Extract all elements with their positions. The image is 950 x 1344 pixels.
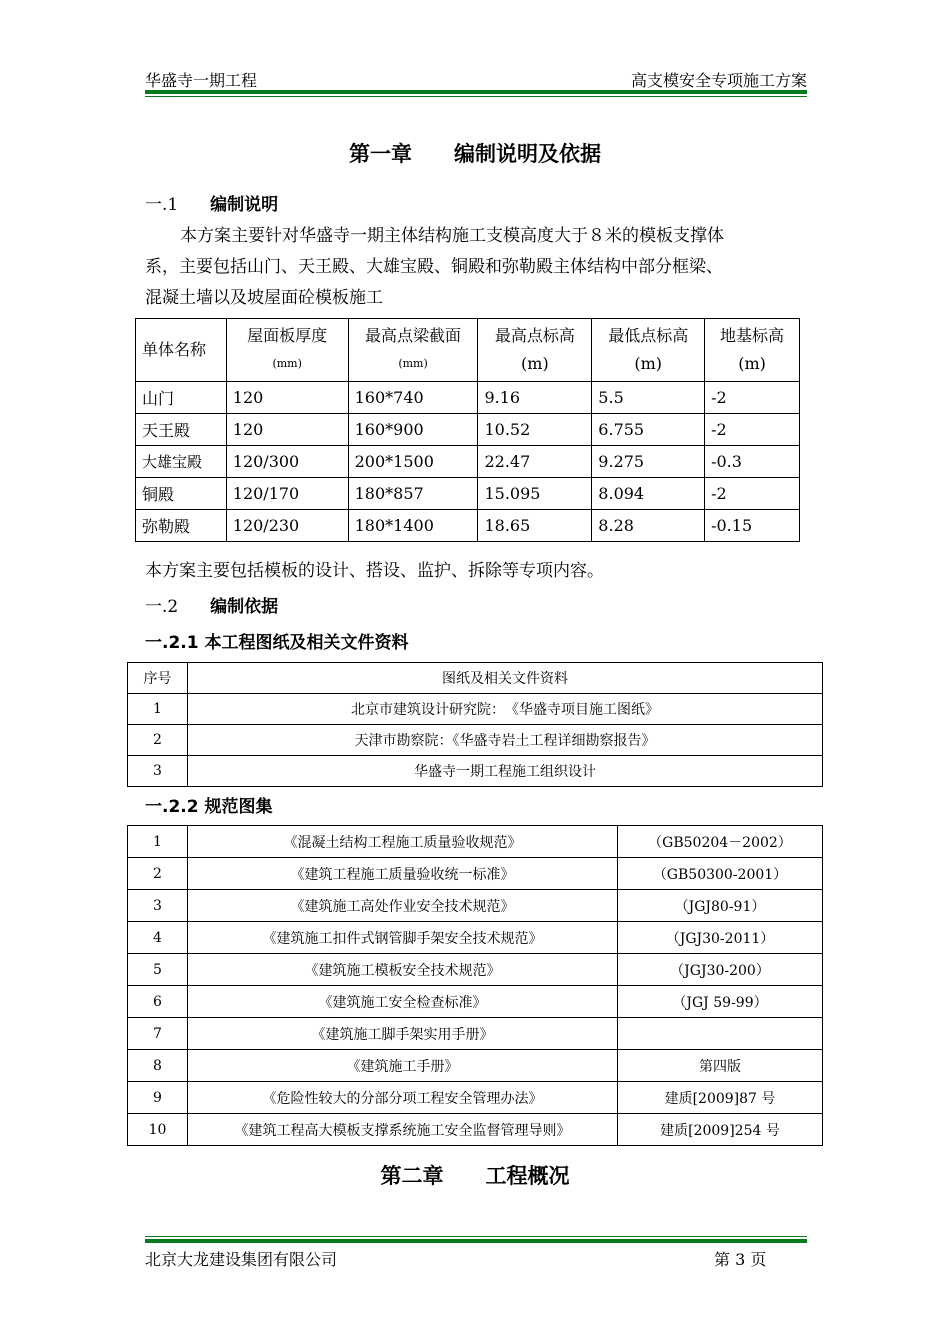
table-cell: 《建筑施工高处作业安全技术规范》	[188, 890, 618, 922]
table-cell: 《危险性较大的分部分项工程安全管理办法》	[188, 1082, 618, 1114]
table-row	[136, 510, 800, 542]
chapter-1-title: 第一章 编制说明及依据	[349, 142, 601, 166]
table-cell: 山门	[136, 382, 227, 414]
table-cell: 《建筑施工手册》	[188, 1050, 618, 1082]
table-cell: 《混凝土结构工程施工质量验收规范》	[188, 826, 618, 858]
table-row	[128, 1018, 823, 1050]
table-cell: 2	[128, 725, 188, 756]
table-cell: 3	[128, 756, 188, 787]
header-cell: 最低点标高 (m)	[592, 319, 705, 382]
table-cell: 华盛寺一期工程施工组织设计	[188, 756, 823, 787]
table-cell: 10.52	[478, 414, 592, 446]
table-cell: 天津市勘察院：《华盛寺岩土工程详细勘察报告》	[188, 725, 823, 756]
table-cell: 180*857	[348, 478, 478, 510]
table-cell: （JGJ 59-99）	[618, 986, 823, 1018]
table-cell: 9	[128, 1082, 188, 1114]
section-1-2-1-title: 一.2.1 本工程图纸及相关文件资料	[145, 633, 409, 653]
header-cell: 地基标高 (m)	[705, 319, 800, 382]
header-rule	[145, 90, 807, 94]
table-header-row	[136, 319, 800, 382]
table-cell: -2	[705, 478, 800, 510]
table-cell: 北京市建筑设计研究院： 《华盛寺项目施工图纸》	[188, 694, 823, 725]
table-cell: 弥勒殿	[136, 510, 227, 542]
table-cell: 天王殿	[136, 414, 227, 446]
footer-rule	[145, 1239, 807, 1243]
header-cell: 最高点标高 (m)	[478, 319, 592, 382]
table-row	[128, 826, 823, 858]
table-cell: 120/300	[226, 446, 348, 478]
table-cell: （JGJ80-91）	[618, 890, 823, 922]
table-cell: -2	[705, 382, 800, 414]
chapter-2-title: 第二章 工程概况	[380, 1164, 570, 1188]
table-cell: 1	[128, 694, 188, 725]
table-cell: 《建筑施工安全检查标准》	[188, 986, 618, 1018]
table-cell: 18.65	[478, 510, 592, 542]
table-cell: 15.095	[478, 478, 592, 510]
table-cell: -2	[705, 414, 800, 446]
table-cell: 22.47	[478, 446, 592, 478]
section-1-1-title: 编制说明	[210, 195, 279, 215]
table-row	[128, 954, 823, 986]
table-cell: 6.755	[592, 414, 705, 446]
section-1-1	[145, 190, 278, 215]
table-cell	[618, 1018, 823, 1050]
table-cell: 《建筑施工扣件式钢管脚手架安全技术规范》	[188, 922, 618, 954]
section-1-2-2-title: 一.2.2 规范图集	[145, 797, 273, 817]
table-cell: 4	[128, 922, 188, 954]
drawings-table	[127, 662, 823, 787]
intro-line-3: 混凝土墙以及坡屋面砼模板施工	[145, 288, 383, 308]
table-cell: （JGJ30-2011）	[618, 922, 823, 954]
table-cell: 180*1400	[348, 510, 478, 542]
table-cell: 铜殿	[136, 478, 227, 510]
table-cell: -0.15	[705, 510, 800, 542]
table-row	[128, 858, 823, 890]
table-row	[128, 1082, 823, 1114]
table-row	[136, 478, 800, 510]
table-cell: 《建筑工程高大模板支撑系统施工安全监督管理导则》	[188, 1114, 618, 1146]
header-cell: 屋面板厚度 (mm)	[226, 319, 348, 382]
table-cell: 第四版	[618, 1050, 823, 1082]
table-row	[128, 1114, 823, 1146]
table-cell: 5.5	[592, 382, 705, 414]
table-cell: 1	[128, 826, 188, 858]
standards-table	[127, 825, 823, 1146]
table-row	[136, 446, 800, 478]
table-cell: -0.3	[705, 446, 800, 478]
table-row	[128, 694, 823, 725]
table-header-row	[128, 663, 823, 694]
table-row	[128, 725, 823, 756]
section-1-2-title: 编制依据	[210, 597, 279, 617]
table-cell: 9.16	[478, 382, 592, 414]
header-cell: 最高点梁截面 (mm)	[348, 319, 478, 382]
table-cell: 建质[2009]87 号	[618, 1082, 823, 1114]
table-cell: （GB50300-2001）	[618, 858, 823, 890]
table-cell: 《建筑施工模板安全技术规范》	[188, 954, 618, 986]
table-row	[136, 382, 800, 414]
table-cell: 《建筑工程施工质量验收统一标准》	[188, 858, 618, 890]
table-cell: 2	[128, 858, 188, 890]
table-row	[128, 986, 823, 1018]
footer-left: 北京大龙建设集团有限公司	[145, 1250, 338, 1269]
table-cell: 9.275	[592, 446, 705, 478]
table-cell: 3	[128, 890, 188, 922]
table-cell: 160*740	[348, 382, 478, 414]
table-cell: 120/170	[226, 478, 348, 510]
table-cell: 8.094	[592, 478, 705, 510]
table-cell: 8	[128, 1050, 188, 1082]
table-cell: （GB50204－2002）	[618, 826, 823, 858]
header-right: 高支模安全专项施工方案	[630, 71, 807, 90]
table-cell: 建质[2009]254 号	[618, 1114, 823, 1146]
table-row	[128, 922, 823, 954]
table-cell: 120	[226, 414, 348, 446]
header-cell: 单体名称	[136, 319, 227, 382]
table-row	[128, 756, 823, 787]
table-cell: 8.28	[592, 510, 705, 542]
table-cell: 大雄宝殿	[136, 446, 227, 478]
table-cell: 5	[128, 954, 188, 986]
table-row	[128, 890, 823, 922]
header-rule-thin	[145, 96, 807, 97]
footer-rule-thin	[145, 1236, 807, 1237]
table-cell: （JGJ30-200）	[618, 954, 823, 986]
table-cell: 200*1500	[348, 446, 478, 478]
after-table-text: 本方案主要包括模板的设计、搭设、监护、拆除等专项内容。	[145, 561, 604, 581]
table-cell: 《建筑施工脚手架实用手册》	[188, 1018, 618, 1050]
table-row	[136, 414, 800, 446]
table-cell: 6	[128, 986, 188, 1018]
intro-line-2: 系，主要包括山门、天王殿、大雄宝殿、铜殿和弥勒殿主体结构中部分框梁、	[145, 257, 723, 277]
header-cell: 序号	[128, 663, 188, 694]
intro-line-1: 本方案主要针对华盛寺一期主体结构施工支模高度大于８米的模板支撑体	[180, 226, 724, 246]
header-cell: 图纸及相关文件资料	[188, 663, 823, 694]
section-1-2	[145, 592, 278, 617]
section-1-1-num: 一.1	[145, 195, 179, 215]
table-cell: 120	[226, 382, 348, 414]
table-cell: 7	[128, 1018, 188, 1050]
table-cell: 10	[128, 1114, 188, 1146]
header-left: 华盛寺一期工程	[145, 71, 258, 90]
building-elevation-table	[135, 318, 800, 542]
table-row	[128, 1050, 823, 1082]
table-cell: 160*900	[348, 414, 478, 446]
footer-page-number: 第 3 页	[714, 1250, 767, 1269]
section-1-2-num: 一.2	[145, 597, 179, 617]
table-cell: 120/230	[226, 510, 348, 542]
